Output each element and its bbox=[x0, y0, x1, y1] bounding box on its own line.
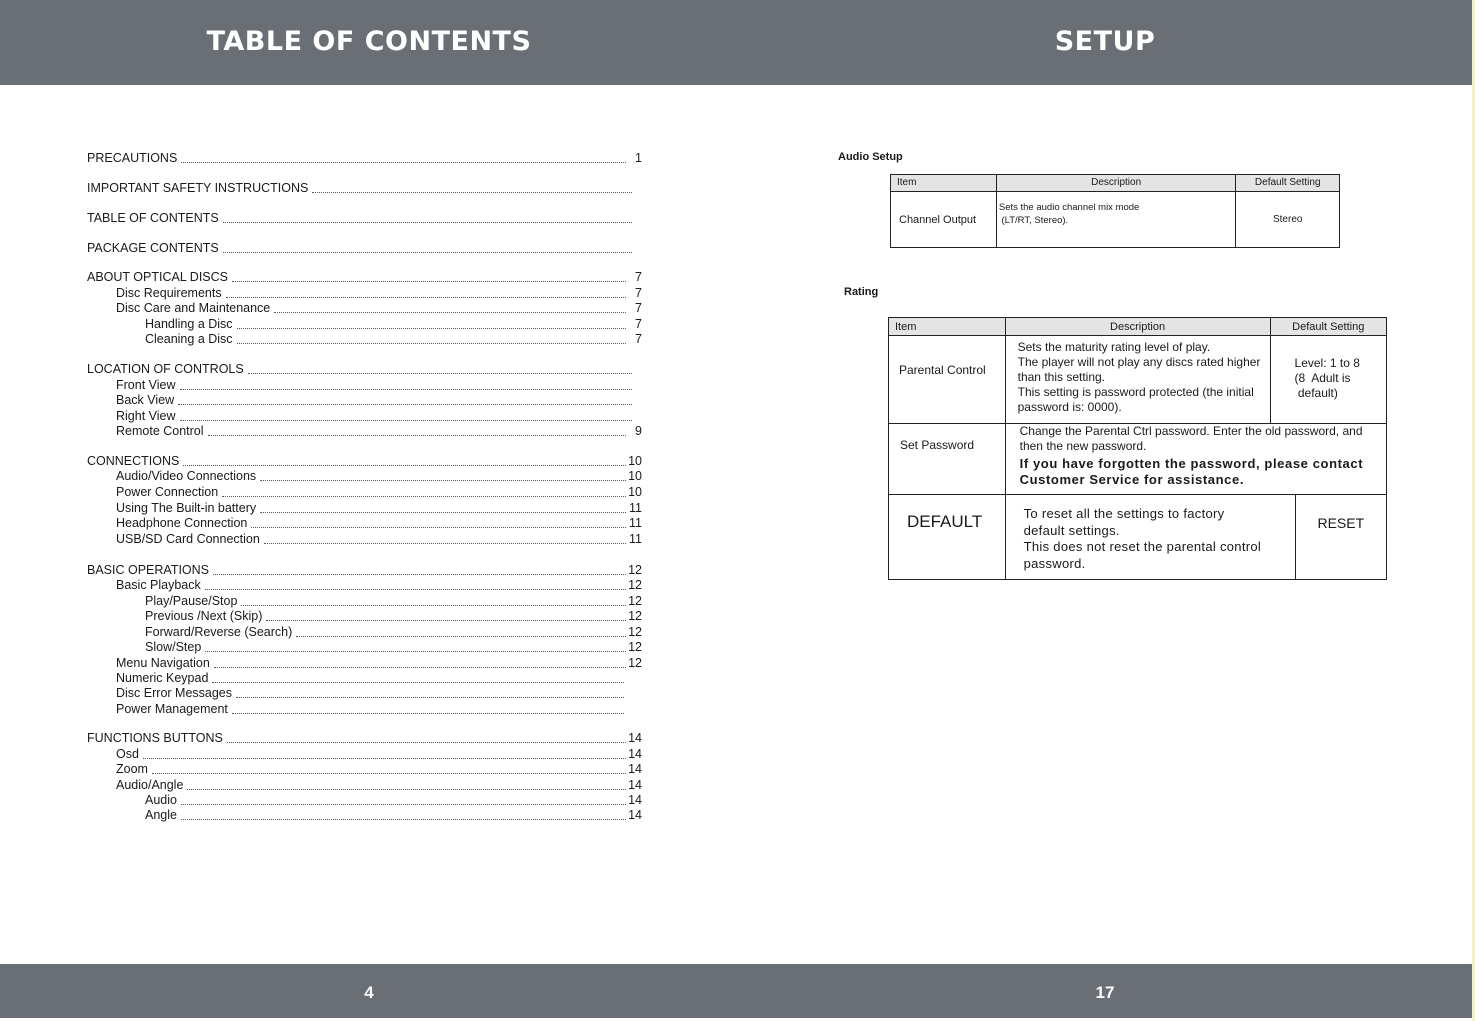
toc-entry[interactable]: Power Management bbox=[116, 701, 624, 717]
column-header-default: Default Setting bbox=[1236, 175, 1340, 192]
toc-entry[interactable]: Headphone Connection 11 bbox=[116, 516, 642, 530]
toc-entry[interactable]: CONNECTIONS 10 bbox=[87, 454, 642, 468]
toc-entry[interactable]: Numeric Keypad bbox=[116, 670, 624, 686]
toc-entry[interactable]: Osd 14 bbox=[116, 747, 642, 761]
value-reset: RESET bbox=[1317, 515, 1365, 531]
toc-entry[interactable]: Remote Control 9 bbox=[116, 424, 642, 438]
column-header-item: Item bbox=[889, 318, 1006, 336]
toc-entry[interactable]: Front View bbox=[116, 377, 632, 393]
left-page-title: TABLE OF CONTENTS bbox=[206, 26, 532, 57]
toc-entry[interactable]: Basic Playback 12 bbox=[116, 578, 642, 592]
toc-entry[interactable]: Forward/Reverse (Search) 12 bbox=[145, 625, 642, 639]
toc-entry[interactable]: Disc Requirements 7 bbox=[116, 286, 642, 300]
toc-entry[interactable]: FUNCTIONS BUTTONS 14 bbox=[87, 731, 642, 745]
toc-entry[interactable]: Handling a Disc 7 bbox=[145, 317, 642, 331]
toc-entry[interactable]: BASIC OPERATIONS 12 bbox=[87, 563, 642, 577]
toc-entry[interactable]: Using The Built-in battery 11 bbox=[116, 501, 642, 515]
toc-entry[interactable]: Power Connection 10 bbox=[116, 485, 642, 499]
toc-entry[interactable]: PACKAGE CONTENTS bbox=[87, 240, 632, 256]
rating-table bbox=[888, 317, 1387, 580]
description-parental-control: Sets the maturity rating level of play. The player will not play any discs rated higher than this setting. This setting is password protected (the initial password is: 0000). bbox=[1005, 336, 1270, 424]
toc-entry[interactable]: Back View bbox=[116, 392, 632, 408]
toc-entry[interactable]: Slow/Step 12 bbox=[145, 640, 642, 654]
toc-entry[interactable]: Previous /Next (Skip) 12 bbox=[145, 609, 642, 623]
audio-setup-table bbox=[890, 174, 1340, 248]
toc-entry[interactable]: USB/SD Card Connection 11 bbox=[116, 532, 642, 546]
toc-entry[interactable]: LOCATION OF CONTROLS bbox=[87, 361, 632, 377]
column-header-item: Item bbox=[891, 175, 997, 192]
column-header-description: Description bbox=[1005, 318, 1270, 336]
toc-entry[interactable]: TABLE OF CONTENTS bbox=[87, 210, 632, 226]
toc-entry[interactable]: Disc Care and Maintenance 7 bbox=[116, 301, 642, 315]
default-parental-control: Level: 1 to 8 (8 Adult is default) bbox=[1270, 336, 1386, 424]
toc-entry[interactable]: Angle 14 bbox=[145, 808, 642, 822]
item-parental-control: Parental Control bbox=[889, 336, 1006, 424]
footer-bar bbox=[0, 964, 1472, 1018]
toc-entry[interactable]: ABOUT OPTICAL DISCS 7 bbox=[87, 270, 642, 284]
default-row-content bbox=[1005, 495, 1386, 580]
item-default: DEFAULT bbox=[889, 495, 1006, 580]
toc-entry[interactable]: Audio/Video Connections 10 bbox=[116, 469, 642, 483]
toc-entry[interactable]: IMPORTANT SAFETY INSTRUCTIONS bbox=[87, 180, 632, 196]
toc-entry[interactable]: Disc Error Messages bbox=[116, 685, 624, 701]
right-page-title: SETUP bbox=[1054, 26, 1156, 57]
description-set-password: Change the Parental Ctrl password. Enter the old password, and then the new password. If you have forgotten the password, please contact Customer Service for assistance. bbox=[1005, 424, 1386, 495]
right-page-number: 17 bbox=[1095, 983, 1115, 1002]
toc-entry[interactable]: Right View bbox=[116, 408, 632, 424]
toc-entry[interactable]: Cleaning a Disc 7 bbox=[145, 332, 642, 346]
column-header-default: Default Setting bbox=[1270, 318, 1386, 336]
toc-entry[interactable]: Zoom 14 bbox=[116, 762, 642, 776]
audio-setup-title: Audio Setup bbox=[838, 151, 903, 163]
item-set-password: Set Password bbox=[889, 424, 1006, 495]
rating-title: Rating bbox=[844, 286, 879, 298]
toc-entry[interactable]: Menu Navigation 12 bbox=[116, 656, 642, 670]
toc-entry[interactable]: Audio/Angle 14 bbox=[116, 778, 642, 792]
toc-entry[interactable]: Play/Pause/Stop 12 bbox=[145, 594, 642, 608]
toc-entry[interactable]: PRECAUTIONS 1 bbox=[87, 151, 642, 165]
left-page-number: 4 bbox=[364, 983, 374, 1002]
item-channel-output: Channel Output bbox=[891, 192, 997, 248]
toc-entry[interactable]: Audio 14 bbox=[145, 793, 642, 807]
description-channel-output: Sets the audio channel mix mode (LT/RT, Stereo). bbox=[996, 192, 1236, 248]
description-default: To reset all the settings to factory default settings. This does not reset the parental control password. bbox=[1006, 495, 1296, 579]
default-channel-output: Stereo bbox=[1236, 192, 1340, 248]
column-header-description: Description bbox=[996, 175, 1236, 192]
